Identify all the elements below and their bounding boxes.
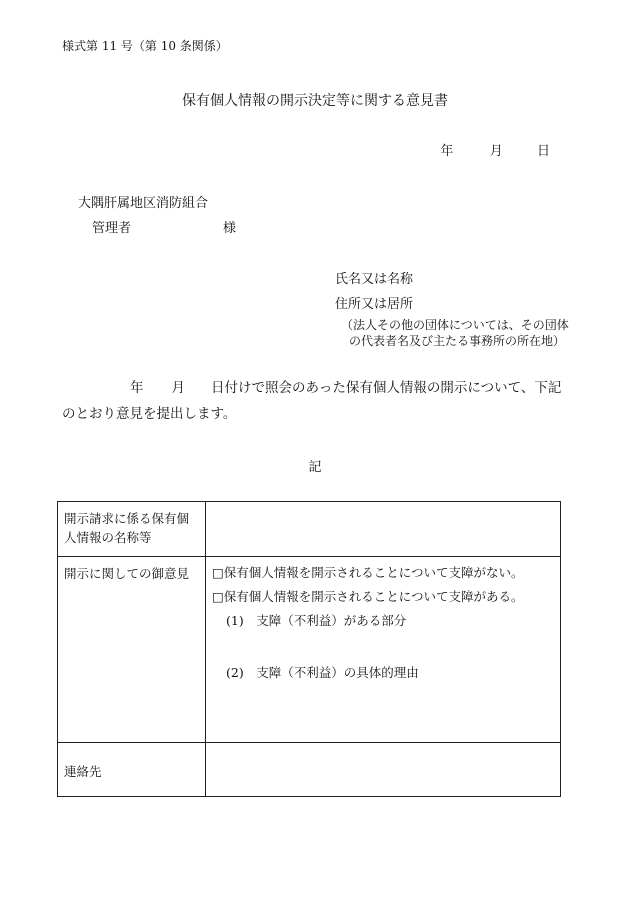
date-month: 月: [489, 144, 503, 159]
opinion-label: 開示に関しての御意見: [58, 557, 206, 743]
body-year: 年: [130, 380, 144, 396]
addressee-organization: 大隅肝属地区消防組合: [78, 196, 209, 211]
addressee-line: [92, 217, 236, 236]
contact-field[interactable]: [206, 743, 561, 797]
form-number: 様式第 11 号（第 10 条関係）: [62, 39, 228, 53]
info-name-field[interactable]: [206, 502, 561, 557]
body-line1-rest: 日付けで照会のあった保有個人情報の開示について、下記: [211, 380, 562, 396]
sub-item-specific-reason: (2) 支障（不利益）の具体的理由: [226, 665, 419, 680]
sender-note-line2: の代表者名及び主たる事務所の所在地）: [349, 334, 566, 348]
body-text-line1: [62, 376, 561, 396]
addressee-honorific: 様: [223, 221, 237, 236]
contact-label-text: 連絡先: [64, 764, 102, 779]
sender-name-label: 氏名又は名称: [335, 272, 414, 287]
opinion-field: [206, 557, 561, 743]
date-year: 年: [440, 144, 454, 159]
option-objection[interactable]: □保有個人情報を開示されることについて支障がある。: [212, 589, 524, 604]
info-name-label: 開示請求に係る保有個人情報の名称等: [58, 502, 206, 557]
body-month: 月: [171, 380, 185, 396]
sender-address-label: 住所又は居所: [335, 297, 414, 312]
body-text-line2: のとおり意見を提出します。: [62, 406, 237, 422]
sender-note-line1: （法人その他の団体については、その団体: [341, 318, 569, 332]
document-title: 保有個人情報の開示決定等に関する意見書: [182, 93, 448, 109]
table-row: [58, 502, 561, 557]
date-day: 日: [536, 144, 550, 159]
sub-item-affected-part: (1) 支障（不利益）がある部分: [226, 613, 407, 628]
table-row: [58, 743, 561, 797]
ki-heading: 記: [308, 460, 322, 475]
option-no-objection[interactable]: □保有個人情報を開示されることについて支障がない。: [212, 565, 524, 580]
table-row: [58, 557, 561, 743]
date-line: [440, 140, 550, 159]
addressee-role: 管理者: [92, 221, 132, 236]
opinion-table: [57, 501, 561, 797]
contact-label: [58, 743, 206, 797]
